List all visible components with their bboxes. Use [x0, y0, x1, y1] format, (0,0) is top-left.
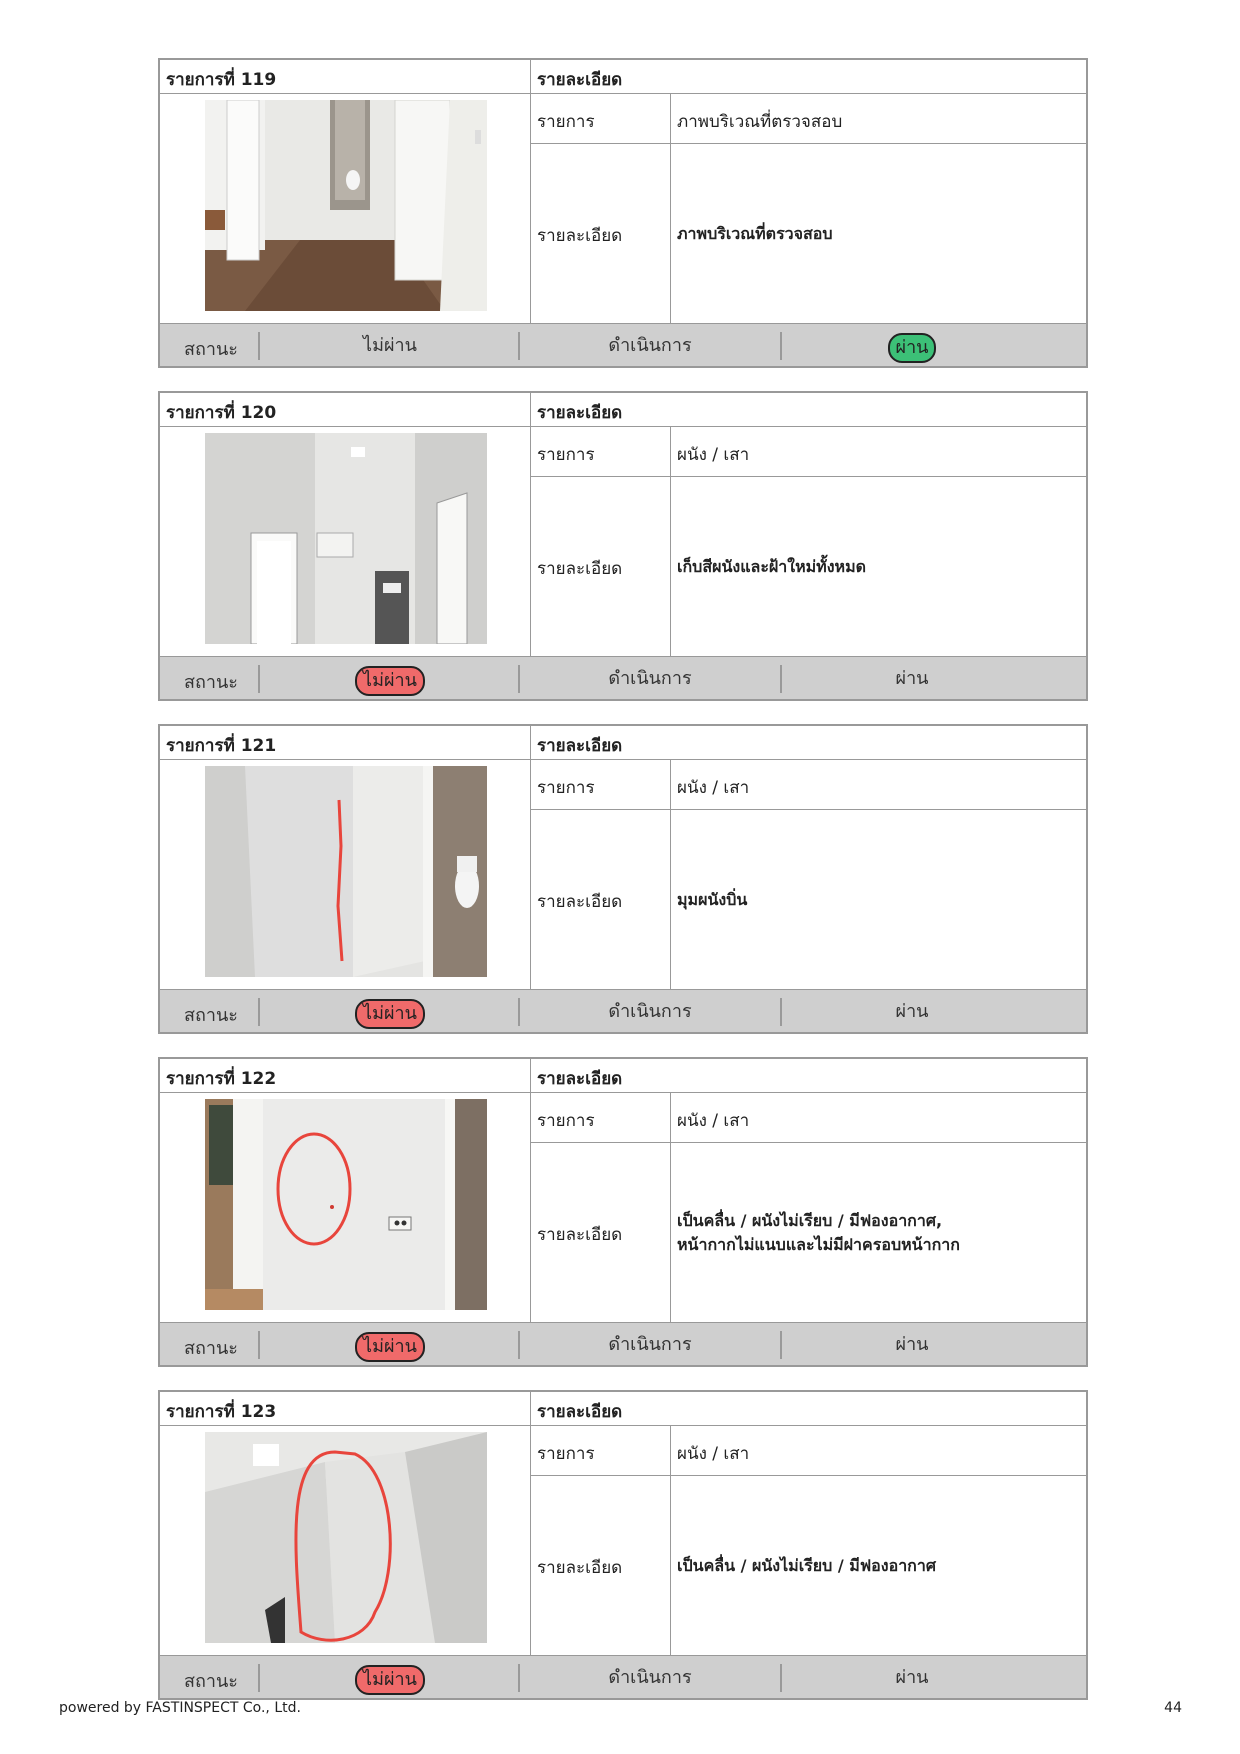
status-in-progress-text: ดำเนินการ — [608, 1667, 692, 1688]
status-in-progress-option[interactable] — [560, 333, 740, 359]
status-bar — [160, 1655, 1086, 1698]
status-label: สถานะ — [184, 1005, 238, 1026]
item-label: รายการ — [531, 1093, 671, 1143]
detail-text: เก็บสีผนังและฝ้าใหม่ทั้งหมด — [677, 556, 867, 576]
inspection-card-120 — [158, 391, 1088, 701]
item-title: รายการที่ 119 — [160, 60, 531, 94]
item-label: รายการ — [531, 1426, 671, 1476]
status-fail-option[interactable] — [300, 666, 480, 696]
detail-header: รายละเอียด — [531, 60, 1086, 94]
status-in-progress-text: ดำเนินการ — [608, 1001, 692, 1022]
detail-value — [671, 810, 1086, 989]
status-fail-option[interactable] — [300, 999, 480, 1029]
status-separator — [780, 1664, 782, 1692]
detail-text: เป็นคลื่น / ผนังไม่เรียบ / มีฟองอากาศ, หน้ากากไม่แนบและไม่มีฝาครอบหน้ากาก — [677, 1210, 960, 1254]
footer-powered-by: powered by FASTINSPECT Co., Ltd. — [59, 1700, 301, 1716]
status-pass-text: ผ่าน — [895, 1667, 929, 1688]
detail-header: รายละเอียด — [531, 1059, 1086, 1093]
status-separator — [518, 1331, 520, 1359]
status-pass-text: ผ่าน — [895, 668, 929, 689]
status-pass-text: ผ่าน — [895, 1334, 929, 1355]
status-fail-text: ไม่ผ่าน — [355, 666, 425, 696]
item-label: รายการ — [531, 760, 671, 810]
detail-text: มุมผนังบิ่น — [677, 889, 748, 909]
status-fail-text: ไม่ผ่าน — [355, 1332, 425, 1362]
status-pass-option[interactable] — [822, 999, 1002, 1025]
status-separator — [780, 998, 782, 1026]
item-title: รายการที่ 123 — [160, 1392, 531, 1426]
inspection-photo[interactable] — [205, 100, 487, 311]
status-separator — [518, 665, 520, 693]
photo-cell — [160, 427, 531, 656]
detail-label: รายละเอียด — [531, 477, 671, 656]
status-separator — [518, 1664, 520, 1692]
status-separator — [518, 332, 520, 360]
detail-label: รายละเอียด — [531, 1143, 671, 1322]
inspection-card-121 — [158, 724, 1088, 1034]
status-fail-text: ไม่ผ่าน — [355, 999, 425, 1029]
item-value: ผนัง / เสา — [671, 1426, 1086, 1476]
detail-header: รายละเอียด — [531, 1392, 1086, 1426]
status-label: สถานะ — [184, 672, 238, 693]
photo-cell — [160, 760, 531, 989]
status-bar — [160, 323, 1086, 366]
status-in-progress-option[interactable] — [560, 999, 740, 1025]
inspection-photo[interactable] — [205, 1099, 487, 1310]
status-fail-option[interactable] — [300, 1665, 480, 1695]
status-in-progress-option[interactable] — [560, 1665, 740, 1691]
status-in-progress-option[interactable] — [560, 1332, 740, 1358]
status-separator — [258, 332, 260, 360]
item-title: รายการที่ 120 — [160, 393, 531, 427]
inspection-card-122 — [158, 1057, 1088, 1367]
item-value: ภาพบริเวณที่ตรวจสอบ — [671, 94, 1086, 144]
photo-cell — [160, 94, 531, 323]
status-separator — [780, 665, 782, 693]
status-separator — [258, 1664, 260, 1692]
status-bar — [160, 989, 1086, 1032]
status-in-progress-text: ดำเนินการ — [608, 335, 692, 356]
item-label: รายการ — [531, 427, 671, 477]
page-number: 44 — [1164, 1700, 1182, 1716]
status-pass-option[interactable] — [822, 666, 1002, 692]
status-label: สถานะ — [184, 1671, 238, 1692]
status-pass-text: ผ่าน — [895, 1001, 929, 1022]
status-label: สถานะ — [184, 339, 238, 360]
status-in-progress-text: ดำเนินการ — [608, 668, 692, 689]
status-in-progress-text: ดำเนินการ — [608, 1334, 692, 1355]
detail-header: รายละเอียด — [531, 726, 1086, 760]
detail-text: ภาพบริเวณที่ตรวจสอบ — [677, 223, 833, 243]
inspection-photo[interactable] — [205, 433, 487, 644]
status-label: สถานะ — [184, 1338, 238, 1359]
status-bar — [160, 1322, 1086, 1365]
detail-label: รายละเอียด — [531, 144, 671, 323]
item-title: รายการที่ 122 — [160, 1059, 531, 1093]
photo-cell — [160, 1093, 531, 1322]
detail-value — [671, 1143, 1086, 1322]
status-fail-text: ไม่ผ่าน — [363, 335, 417, 356]
inspection-card-123 — [158, 1390, 1088, 1700]
status-in-progress-option[interactable] — [560, 666, 740, 692]
item-value: ผนัง / เสา — [671, 427, 1086, 477]
item-label: รายการ — [531, 94, 671, 144]
inspection-photo[interactable] — [205, 766, 487, 977]
status-fail-text: ไม่ผ่าน — [355, 1665, 425, 1695]
detail-value — [671, 477, 1086, 656]
item-value: ผนัง / เสา — [671, 760, 1086, 810]
detail-label: รายละเอียด — [531, 810, 671, 989]
status-pass-text: ผ่าน — [888, 333, 937, 363]
status-fail-option[interactable] — [300, 333, 480, 359]
item-value: ผนัง / เสา — [671, 1093, 1086, 1143]
detail-value — [671, 144, 1086, 323]
status-separator — [780, 332, 782, 360]
status-separator — [518, 998, 520, 1026]
status-bar — [160, 656, 1086, 699]
detail-header: รายละเอียด — [531, 393, 1086, 427]
detail-text: เป็นคลื่น / ผนังไม่เรียบ / มีฟองอากาศ — [677, 1555, 937, 1575]
status-fail-option[interactable] — [300, 1332, 480, 1362]
status-pass-option[interactable] — [822, 333, 1002, 363]
status-separator — [258, 1331, 260, 1359]
status-separator — [780, 1331, 782, 1359]
detail-value — [671, 1476, 1086, 1655]
inspection-card-119 — [158, 58, 1088, 368]
status-separator — [258, 665, 260, 693]
item-title: รายการที่ 121 — [160, 726, 531, 760]
status-separator — [258, 998, 260, 1026]
status-pass-option[interactable] — [822, 1332, 1002, 1358]
inspection-photo[interactable] — [205, 1432, 487, 1643]
status-pass-option[interactable] — [822, 1665, 1002, 1691]
detail-label: รายละเอียด — [531, 1476, 671, 1655]
photo-cell — [160, 1426, 531, 1655]
